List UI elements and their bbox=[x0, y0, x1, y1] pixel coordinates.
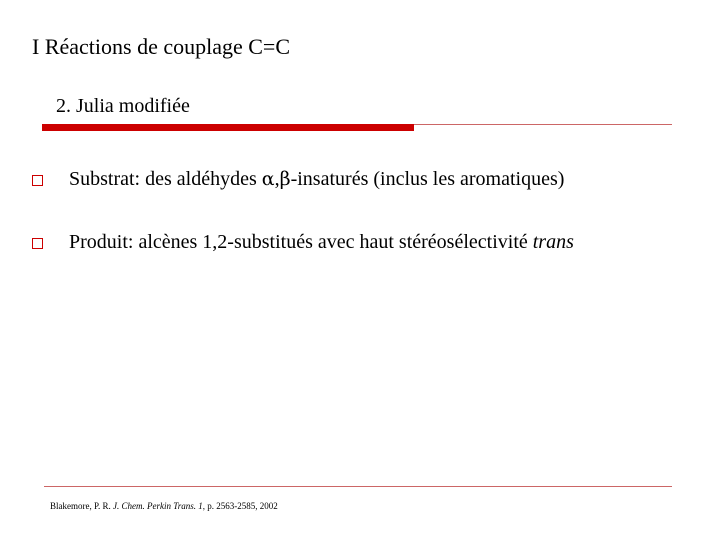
greek-alpha: α bbox=[261, 168, 275, 190]
bullet-body-start: des aldéhydes bbox=[145, 168, 262, 190]
bullet-body-end: -insaturés (inclus les aromatiques) bbox=[290, 168, 565, 190]
subtitle: 2. Julia modifiée bbox=[56, 95, 190, 117]
italic-trans: trans bbox=[532, 231, 574, 253]
bullet-produit bbox=[32, 228, 574, 256]
divider-thin-line bbox=[414, 124, 672, 125]
title-divider bbox=[42, 124, 672, 134]
bullet-text bbox=[69, 228, 574, 256]
greek-beta: β bbox=[279, 168, 291, 190]
reference-citation bbox=[50, 501, 278, 511]
divider-red-bar bbox=[42, 124, 414, 131]
hollow-square-bullet-icon bbox=[32, 238, 43, 249]
bullet-label: Substrat: bbox=[69, 168, 146, 190]
section-title: I Réactions de couplage C=C bbox=[32, 34, 291, 59]
bullet-body: Produit: alcènes 1,2-substitués avec haut stéréosélectivité bbox=[69, 231, 533, 253]
footer-divider bbox=[44, 486, 672, 487]
comma: , bbox=[274, 168, 280, 190]
bullet-text bbox=[69, 165, 564, 193]
bullet-substrat bbox=[32, 165, 564, 193]
reference-details: , p. 2563-2585, 2002 bbox=[202, 501, 278, 511]
reference-journal: J. Chem. Perkin Trans. 1 bbox=[113, 501, 203, 511]
hollow-square-bullet-icon bbox=[32, 175, 43, 186]
reference-authors: Blakemore, P. R. bbox=[50, 501, 113, 511]
